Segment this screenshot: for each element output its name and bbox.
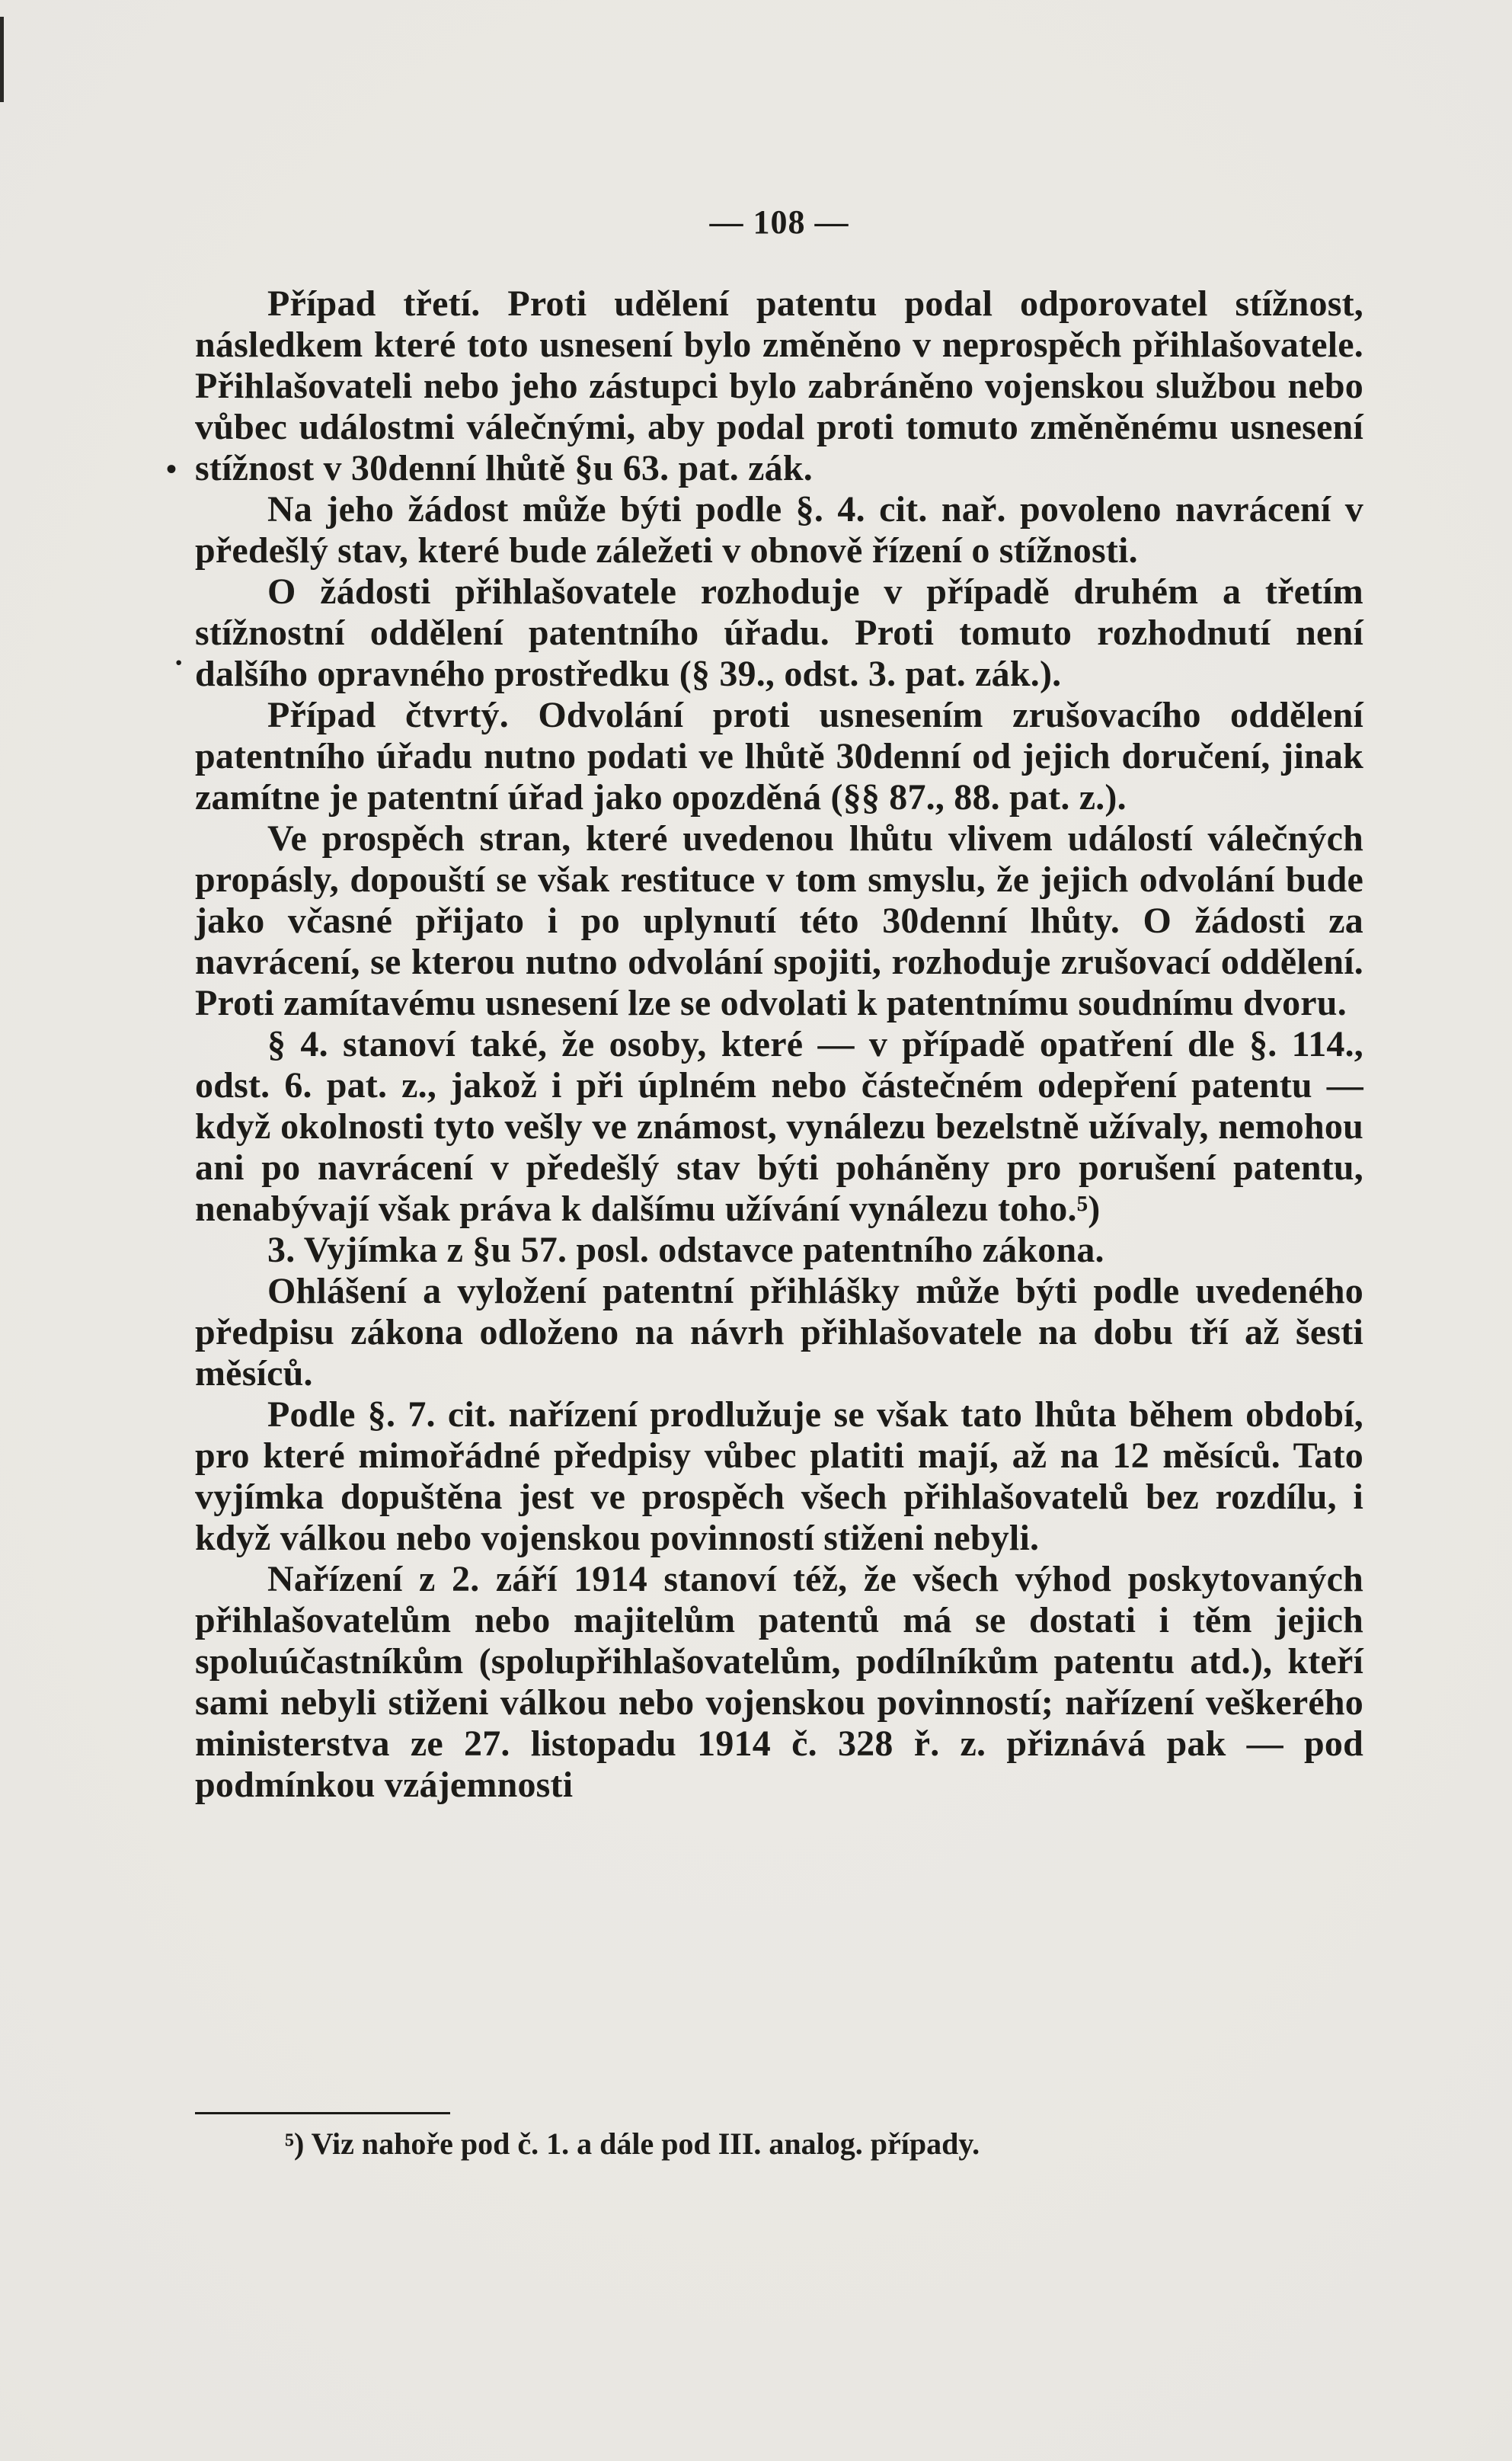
body-text (195, 283, 1363, 1806)
margin-asterisk-mark: • (166, 452, 177, 486)
footnote-divider (195, 2112, 450, 2114)
paragraph: Ohlášení a vyložení patentní přihlášky může býti podle uvedeného předpisu zákona odloženo na návrh přihlašovatele na dobu tří až šesti měsíců. (195, 1271, 1363, 1394)
paragraph: § 4. stanoví také, že osoby, které — v případě opatření dle §. 114., odst. 6. pat. z., jakož i při úplném nebo částečném odepření patentu — když okolnosti tyto vešly ve známost, vynálezu bezelstně užívaly, nemohou ani po navrácení v předešlý stav býti poháněny pro porušení patentu, nenabývají však práva k dalšímu užívání vynálezu toho.⁵) (195, 1024, 1363, 1229)
footnote: ⁵) Viz nahoře pod č. 1. a dále pod III. analog. případy. (285, 2127, 980, 2161)
paragraph: Na jeho žádost může býti podle §. 4. cit. nař. povoleno navrácení v předešlý stav, které bude záležeti v obnově řízení o stížnosti. (195, 489, 1363, 571)
paragraph: Nařízení z 2. září 1914 stanoví též, že všech výhod poskytovaných přihlašovatelům nebo majitelům patentů má se dostati i těm jejich spoluúčastníkům (spolupřihlašovatelům, podílníkům patentu atd.), kteří sami nebyli stiženi válkou nebo vojenskou povinností; nařízení veškerého ministerstva ze 27. listopadu 1914 č. 328 ř. z. přiznává pak — pod podmínkou vzájemnosti (195, 1559, 1363, 1805)
paragraph: Ve prospěch stran, které uvedenou lhůtu vlivem událostí válečných propásly, dopouští se však restituce v tom smyslu, že jejich odvolání bude jako včasné přijato i po uplynutí této 30denní lhůty. O žádosti za navrácení, se kterou nutno odvolání spojiti, rozhoduje zrušovací oddělení. Proti zamítavému usnesení lze se odvolati k patentnímu soudnímu dvoru. (195, 818, 1363, 1023)
paragraph: Případ třetí. Proti udělení patentu podal odporovatel stížnost, následkem které toto usnesení bylo změněno v neprospěch přihlašovatele. Přihlašovateli nebo jeho zástupci bylo zabráněno vojenskou službou nebo vůbec událostmi válečnými, aby podal proti tomuto změněnému usnesení stížnost v 30denní lhůtě §u 63. pat. zák. (195, 283, 1363, 488)
paragraph: Případ čtvrtý. Odvolání proti usnesením zrušovacího oddělení patentního úřadu nutno podati ve lhůtě 30denní od jejich doručení, jinak zamítne je patentní úřad jako opozděná (§§ 87., 88. pat. z.). (195, 695, 1363, 818)
paragraph-section-heading: 3. Vyjímka z §u 57. posl. odstavce patentního zákona. (267, 1230, 1104, 1270)
scan-edge-artifact (0, 17, 4, 102)
margin-dot-mark: · (174, 645, 184, 680)
page-number: — 108 — (709, 203, 849, 241)
paragraph: Podle §. 7. cit. nařízení prodlužuje se však tato lhůta během období, pro které mimořádné předpisy vůbec platiti mají, až na 12 měsíců. Tato vyjímka dopuštěna jest ve prospěch všech přihlašovatelů bez rozdílu, i když válkou nebo vojenskou povinností stiženi nebyli. (195, 1394, 1363, 1558)
paragraph: O žádosti přihlašovatele rozhoduje v případě druhém a třetím stížnostní oddělení patentního úřadu. Proti tomuto rozhodnutí není dalšího opravného prostředku (§ 39., odst. 3. pat. zák.). (195, 571, 1363, 694)
